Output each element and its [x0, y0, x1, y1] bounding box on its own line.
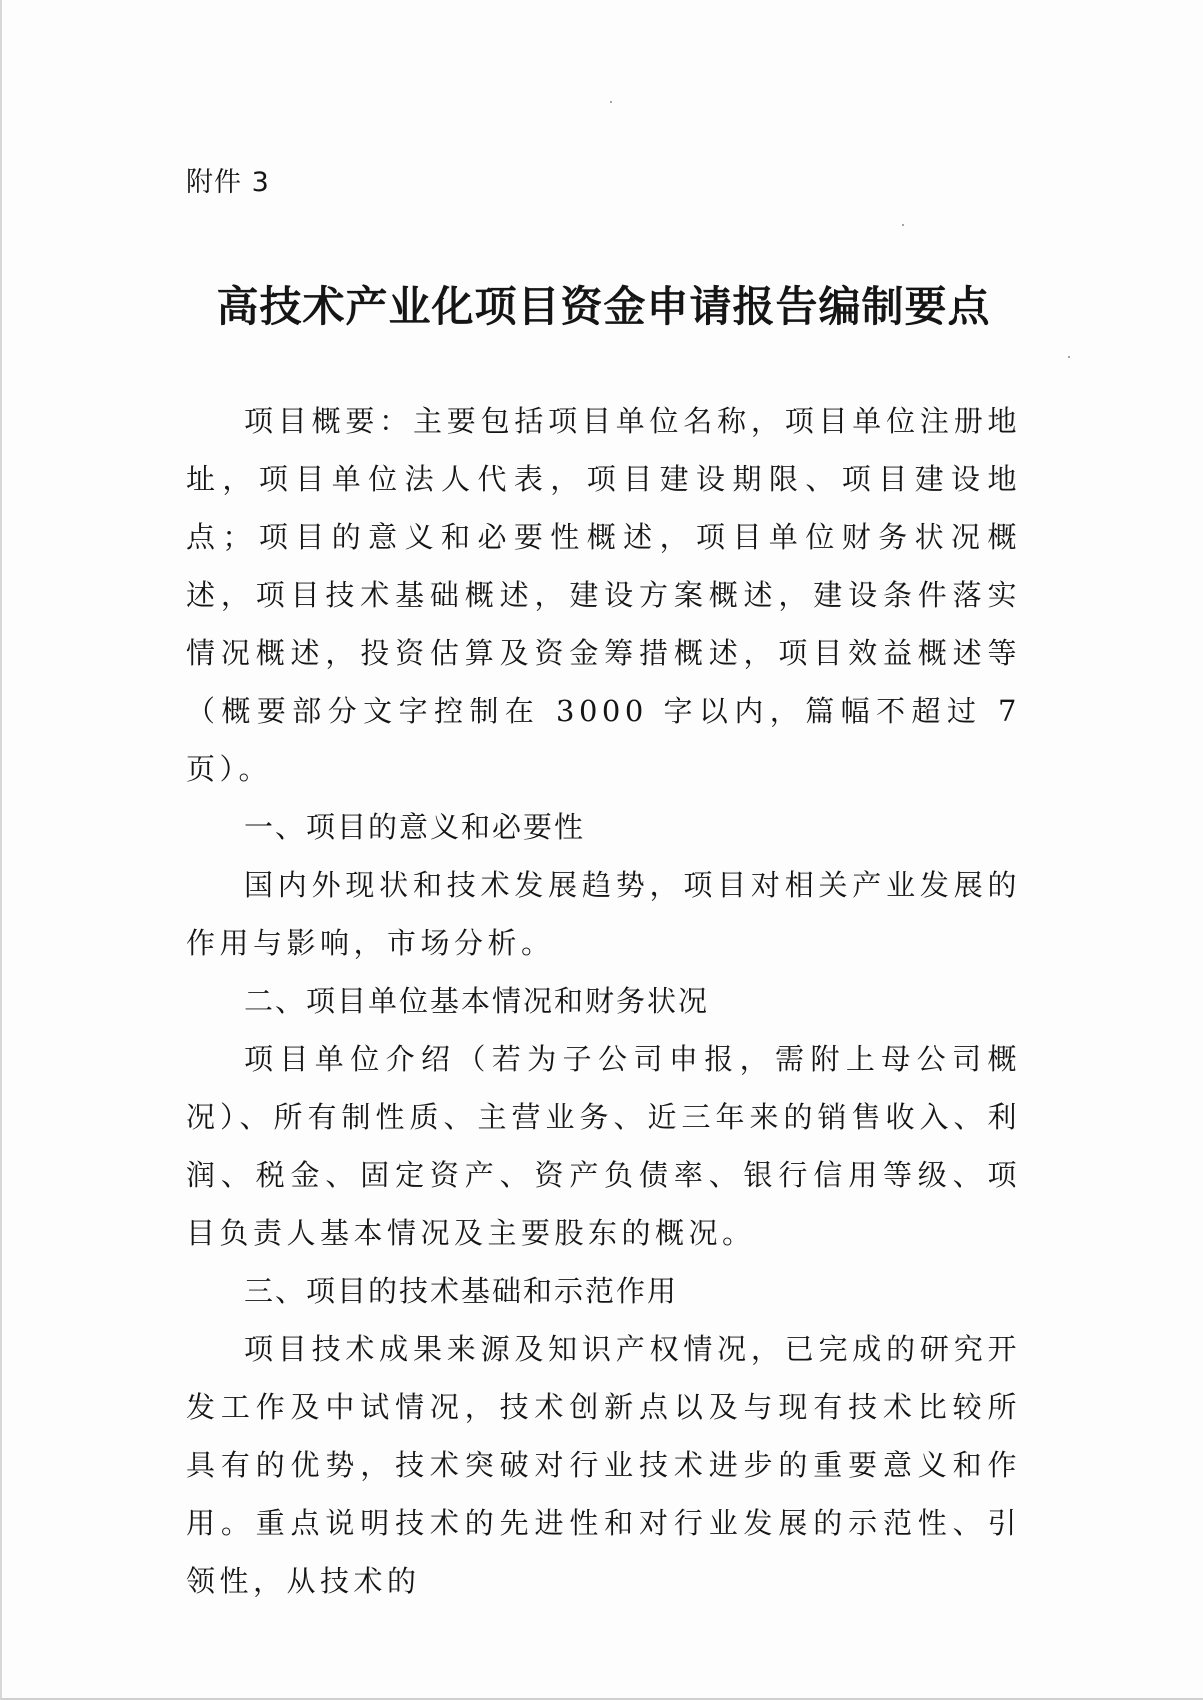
- section-2-paragraph: 项目单位介绍（若为子公司申报，需附上母公司概况）、所有制性质、主营业务、近三年来的销售收入、利润、税金、固定资产、资产负债率、银行信用等级、项目负责人基本情况及主要股东的概况。: [186, 1042, 1021, 1250]
- section-1-paragraph: 国内外现状和技术发展趋势，项目对相关产业发展的作用与影响，市场分析。: [186, 868, 1021, 960]
- section-heading-1: 一、项目的意义和必要性: [244, 810, 586, 844]
- scan-speck: [902, 224, 904, 226]
- project-summary-paragraph: 项目概要：主要包括项目单位名称，项目单位注册地址，项目单位法人代表，项目建设期限、项目建设地点；项目的意义和必要性概述，项目单位财务状况概述，项目技术基础概述，建设方案概述，建设条件落实情况概述，投资估算及资金筹措概述，项目效益概述等（概要部分文字控制在 3000 字以内，篇幅不超过 7 页）。: [186, 404, 1021, 786]
- document-title: 高技术产业化项目资金申请报告编制要点: [216, 282, 991, 331]
- document-body: [186, 392, 1021, 1610]
- attachment-label: 附件 3: [186, 167, 270, 198]
- section-3-paragraph: 项目技术成果来源及知识产权情况，已完成的研究开发工作及中试情况，技术创新点以及与现有技术比较所具有的优势，技术突破对行业技术进步的重要意义和作用。重点说明技术的先进性和对行业发展的示范性、引领性，从技术的: [186, 1332, 1021, 1598]
- section-heading-2: 二、项目单位基本情况和财务状况: [244, 984, 710, 1018]
- section-heading-3: 三、项目的技术基础和示范作用: [244, 1274, 679, 1308]
- scan-speck: [1068, 356, 1070, 358]
- scan-speck: [610, 101, 612, 103]
